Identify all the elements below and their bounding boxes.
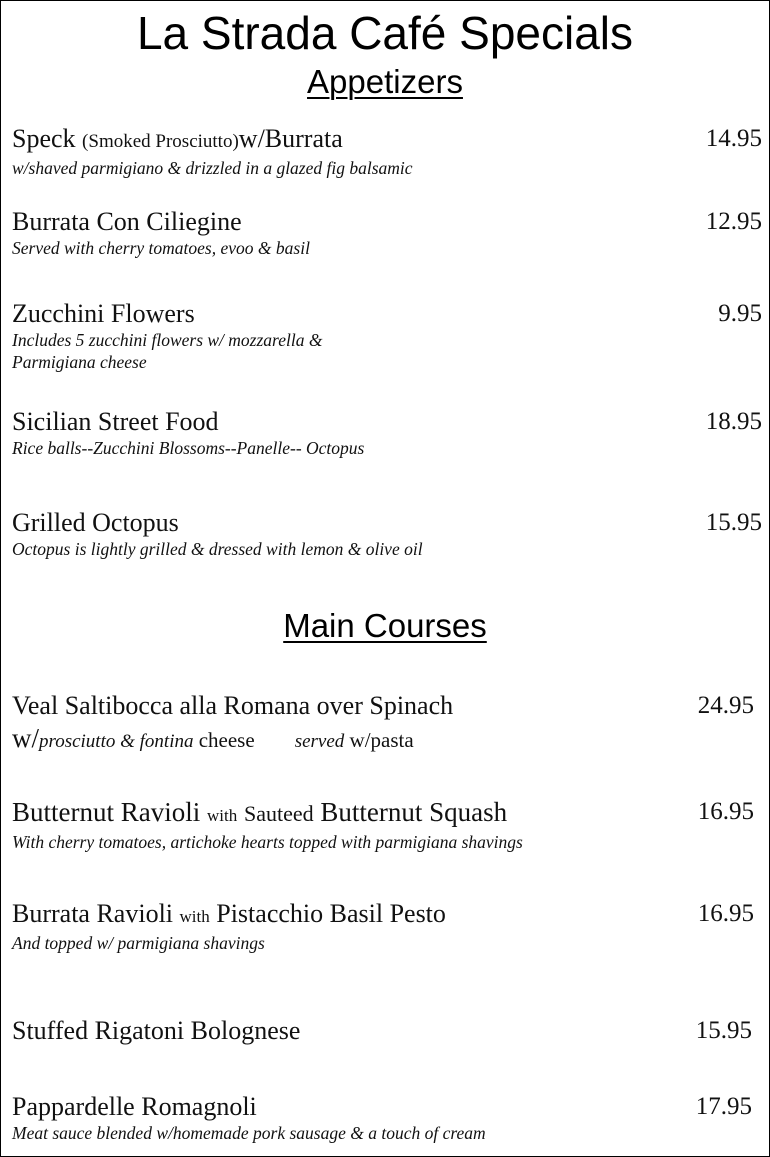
item-price: 15.95 <box>705 509 762 536</box>
appetizers-heading: Appetizers <box>307 63 463 100</box>
item-price: 12.95 <box>705 208 762 235</box>
menu-item <box>12 1092 769 1144</box>
item-description: w/shaved parmigiano & drizzled in a glazed fig balsamic <box>12 158 413 178</box>
item-price: 9.95 <box>718 300 762 327</box>
menu-item <box>12 1016 769 1046</box>
desc-pasta: w/pasta <box>349 728 414 752</box>
item-description-line: Includes 5 zucchini flowers w/ mozzarella & <box>12 330 323 350</box>
item-name: Veal Saltibocca alla Romana over Spinach <box>12 691 454 720</box>
item-price: 14.95 <box>705 125 762 152</box>
desc-prefix: w/ <box>12 723 39 753</box>
item-description <box>12 721 769 759</box>
item-price: 17.95 <box>695 1093 752 1120</box>
item-description: Octopus is lightly grilled & dressed with lemon & olive oil <box>12 539 423 559</box>
item-price: 15.95 <box>695 1017 752 1044</box>
item-name-connector: with <box>207 806 238 825</box>
menu-item <box>12 797 769 853</box>
menu-item <box>12 299 769 373</box>
item-name-part: Burrata Ravioli <box>12 899 174 928</box>
item-name-connector: with <box>179 907 210 926</box>
item-price: 16.95 <box>697 798 754 825</box>
item-name-part: Butternut Ravioli <box>12 797 201 827</box>
item-description: Served with cherry tomatoes, evoo & basil <box>12 238 310 258</box>
item-name-suffix: w/Burrata <box>238 124 343 153</box>
menu-item <box>12 508 769 560</box>
item-description: Rice balls--Zucchini Blossoms--Panelle-- Octopus <box>12 438 365 458</box>
item-description: With cherry tomatoes, artichoke hearts topped with parmigiana shavings <box>12 832 523 852</box>
desc-ingredients: prosciutto & fontina <box>39 731 194 752</box>
item-name <box>12 899 769 932</box>
menu-item <box>12 899 769 954</box>
item-name: Sicilian Street Food <box>12 407 219 436</box>
item-price: 24.95 <box>697 692 754 719</box>
menu-item <box>12 691 769 759</box>
item-name: Burrata Con Ciliegine <box>12 207 242 236</box>
item-name <box>12 124 769 157</box>
item-description-line: Parmigiana cheese <box>12 352 147 372</box>
item-name-note: (Smoked Prosciutto) <box>82 131 239 152</box>
menu-item <box>12 407 769 459</box>
menu-item <box>12 124 769 179</box>
item-name: Stuffed Rigatoni Bolognese <box>12 1016 301 1045</box>
item-name-part: Butternut Squash <box>320 797 508 827</box>
desc-served: served <box>294 731 345 752</box>
menu-item <box>12 207 769 259</box>
page-title: La Strada Café Specials <box>136 7 634 59</box>
main-courses-heading: Main Courses <box>283 607 487 644</box>
item-description: And topped w/ parmigiana shavings <box>12 933 265 953</box>
item-price: 18.95 <box>705 408 762 435</box>
item-name-part: Pistacchio Basil Pesto <box>216 899 446 928</box>
item-name-modifier: Sauteed <box>243 801 314 826</box>
item-name-main: Speck <box>12 124 76 153</box>
item-description: Meat sauce blended w/homemade pork sausage & a touch of cream <box>12 1123 486 1143</box>
item-name <box>12 797 769 831</box>
item-name: Pappardelle Romagnoli <box>12 1092 257 1121</box>
desc-cheese: cheese <box>198 728 255 752</box>
item-price: 16.95 <box>697 900 754 927</box>
item-name: Zucchini Flowers <box>12 299 195 328</box>
item-name: Grilled Octopus <box>12 508 179 537</box>
